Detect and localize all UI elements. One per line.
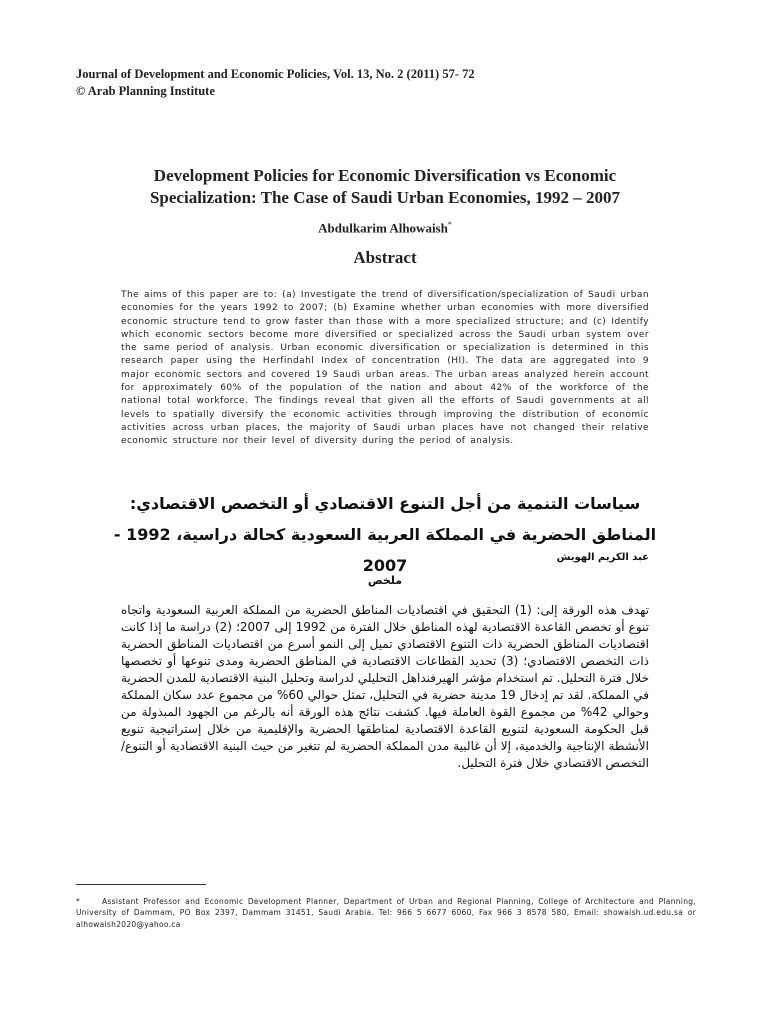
publisher-line: © Arab Planning Institute [76,84,215,98]
arabic-title-line-1: سياسات التنمية من أجل التنوع الاقتصادي أو التخصص الاقتصادي: [129,494,641,513]
abstract-heading: Abstract [353,248,417,267]
arabic-abstract-heading: ملخص [367,574,403,587]
journal-citation: Journal of Development and Economic Policies, Vol. 13, No. 2 (2011) 57- 72 [76,67,475,81]
author-name: Abdulkarim Alhowaish [318,220,448,236]
footnote-divider [76,884,206,885]
arabic-author: عبد الكريم الهويش [556,552,649,563]
footnote-text: Assistant Professor and Economic Development Planner, Department of Urban and Regional Planning, College of Architecture and Planning, University of Dammam, PO Box 2397, Dammam 31451, Saudi Arabia. Tel: 966 5 6677 6060, Fax 966 3 8578 580, Email: showaish.ud.edu.sa or alhowaish2020@yahoo.ca [76,897,696,929]
footnote-marker: * [76,897,81,906]
abstract-body: The aims of this paper are to: (a) Investigate the trend of diversification/specialization of Saudi urban economies for the years 1992 to 2007; (b) Examine whether urban economies with more diversified economic structure tend to grow faster than those with a more specialized structure; and (c) Identify which economic sectors become more diversified or specialized across the Saudi urban system over the same period of analysis. Urban economic diversification or specialization is determined in this research paper using the Herfindahl Index of concentration (HI). The data are aggregated into 9 major economic sectors and covered 19 Saudi urban areas. The urban areas analyzed herein account for approximately 60% of the population of the nation and about 42% of the workforce of the national total workforce. The findings reveal that given all the efforts of Saudi governments at all levels to spatially diversify the economic activities through improving the distribution of economic activities across urban places, the majority of Saudi urban places have not changed their relative economic structure nor their level of diversity during the period of analysis. [121,290,649,447]
paper-title: Development Policies for Economic Diversification vs Economic Specialization: The Case of Saudi Urban Economies, 1992 – 2007 [149,166,621,207]
arabic-title-line-2: المناطق الحضرية في المملكة العربية السعودية كحالة دراسية، 1992 - 2007 [113,525,657,575]
arabic-abstract-body: تهدف هذه الورقة إلى: (1) التحقيق في اقتصاديات المناطق الحضرية من المملكة العربية السعودية واتجاه تنوع أو تخصص القاعدة الاقتصادية لهذه المناطق خلال الفترة من 1992 إلى 2007؛ (2) دراسة ما إذا كانت اقتصاديات المناطق الحضرية ذات التنوع الاقتصادي تميل إلى النمو أسرع من اقتصاديات المناطق الحضرية ذات التخصص الاقتصادي؛ (3) تحديد القطاعات الاقتصادية في المناطق الحضرية ومدى تنوعها أو تخصصها خلال فترة التحليل. تم استخدام مؤشر الهيرفنداهل التحليلي لدراسة وتحليل البنية الاقتصادية للمدن الحضرية في المملكة. لقد تم إدخال 19 مدينة حضرية في التحليل، تمثل حوالي 60% من مجموع عدد سكان المملكة وحوالي 42% من مجموع القوة العاملة فيها. كشفت نتائج هذه الورقة أنه بالرغم من الجهود المبذولة من قبل الحكومة السعودية لتنويع القاعدة الاقتصادية لمناطقها الحضرية والإقليمية من خلال إستراتيجية تنويع الأنشطة الإنتاجية والخدمية، إلا أن غالبية مدن المملكة الحضرية لم تتغير من حيث البنية الاقتصادية أو التنوع/التخصص الاقتصادي خلال فترة التحليل. [121,603,650,770]
author-footnote [76,896,696,930]
arabic-title [110,488,660,581]
journal-header [76,66,636,100]
author-footnote-mark: * [447,220,452,229]
author-line [100,220,670,236]
